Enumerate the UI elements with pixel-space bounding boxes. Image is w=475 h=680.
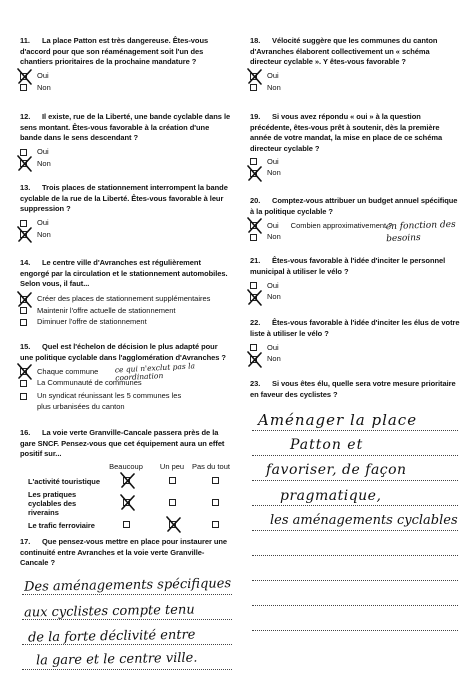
question-11: [20, 36, 232, 94]
option-oui[interactable]: [20, 71, 232, 83]
option-oui[interactable]: [250, 342, 460, 354]
checkbox[interactable]: [250, 222, 257, 229]
amount-label: Combien approximativement ?: [290, 220, 393, 230]
option-label: Non: [267, 232, 281, 241]
checkbox[interactable]: [169, 477, 176, 484]
handwritten-answer-line: de la forte déclivité entre: [27, 627, 196, 646]
row-label: Les pratiques cyclables des riverains: [28, 490, 77, 517]
option-non[interactable]: [20, 158, 232, 170]
handwritten-answer-line: Aménager la place: [258, 411, 418, 429]
question-label: Que pensez-vous mettre en place pour instaurer une continuité entre Avranches et la voie verte Granville-Cancale ?: [20, 537, 228, 567]
answer-line: [252, 555, 458, 556]
option-non[interactable]: [250, 168, 460, 180]
answer-line: [252, 430, 458, 431]
option-label: La Communauté de communes: [37, 378, 142, 387]
question-number: 19.: [250, 112, 261, 121]
checkbox[interactable]: [123, 477, 130, 484]
checkbox[interactable]: [250, 282, 257, 289]
question-label: Si vous êtes élu, quelle sera votre mesure prioritaire en faveur des cyclistes ?: [250, 379, 456, 399]
checkbox[interactable]: [123, 521, 130, 528]
checkbox[interactable]: [212, 477, 219, 484]
question-text: [250, 379, 460, 400]
question-23: [250, 379, 460, 400]
question-label: Quel est l'échelon de décision le plus adapté pour une politique cyclable dans l'agglomération d'Avranches ?: [20, 342, 226, 362]
answer-line: [252, 580, 458, 581]
option-label: Non: [37, 158, 51, 168]
question-16: [20, 428, 232, 460]
checkbox[interactable]: [250, 84, 257, 91]
checkbox[interactable]: [250, 356, 257, 363]
option-label: Oui: [37, 147, 49, 156]
question-label: La voie verte Granville-Cancale passera près de la gare SNCF. Pensez-vous que cet équipement aura un effet positif sur...: [20, 428, 225, 458]
checkbox[interactable]: [250, 158, 257, 165]
option-keep-parking[interactable]: [20, 305, 232, 317]
handwritten-answer-line: aux cyclistes compte tenu: [23, 602, 195, 621]
option-label: Oui: [267, 342, 279, 352]
option-label: Non: [37, 82, 51, 92]
question-number: 15.: [20, 342, 31, 351]
handwritten-cross-mark: [246, 165, 264, 183]
option-non[interactable]: [20, 229, 232, 241]
checkbox[interactable]: [123, 499, 130, 506]
option-label: Oui: [267, 280, 279, 290]
option-oui[interactable]: [250, 280, 460, 292]
option-non[interactable]: [250, 292, 460, 304]
handwritten-answer-line: pragmatique,: [280, 488, 382, 504]
answer-line: [252, 630, 458, 631]
option-non[interactable]: [20, 82, 232, 94]
checkbox[interactable]: [169, 499, 176, 506]
question-text: [20, 428, 232, 460]
answer-line: [252, 505, 458, 506]
option-oui[interactable]: [250, 156, 460, 168]
question-number: 14.: [20, 258, 31, 267]
question-number: 13.: [20, 183, 31, 192]
option-reduce-parking[interactable]: [20, 317, 232, 329]
question-text: [250, 196, 460, 217]
question-number: 23.: [250, 379, 261, 388]
answer-line: [252, 605, 458, 606]
handwritten-cross-mark: [165, 516, 183, 534]
question-number: 11.: [20, 36, 30, 45]
question-number: 21.: [250, 256, 261, 265]
option-label: Non: [267, 354, 281, 363]
question-number: 22.: [250, 318, 261, 327]
grid-row: [28, 472, 238, 490]
answer-line: [22, 669, 232, 670]
question-label: Trois places de stationnement interrompent la bande cyclable de la rue de la Liberté. Êtes-vous favorable à leur suppression ?: [20, 183, 228, 213]
column-header: Pas du tout: [192, 462, 230, 471]
question-text: [20, 183, 232, 215]
handwritten-cross-mark: [16, 226, 34, 244]
question-number: 17.: [20, 537, 31, 546]
checkbox[interactable]: [20, 319, 27, 326]
question-17: [20, 537, 232, 569]
checkbox[interactable]: [20, 73, 27, 80]
checkbox[interactable]: [250, 170, 257, 177]
row-label: L'activité touristique: [28, 476, 100, 486]
question-label: Êtes-vous favorable à l'idée d'inciter le personnel municipal à utiliser le vélo ?: [250, 256, 446, 276]
column-header: Un peu: [159, 462, 185, 471]
question-label: Vélocité suggère que les communes du canton d'Avranches élaborent collectivement un « schéma directeur cyclable ». Y êtes-vous favorable ?: [250, 36, 438, 66]
column-header: Beaucoup: [109, 462, 143, 471]
question-19: [250, 112, 460, 179]
option-label: Chaque commune: [37, 366, 99, 376]
option-oui[interactable]: [250, 71, 460, 83]
option-label: Non: [267, 82, 281, 92]
question-14: [20, 258, 232, 328]
option-label: Oui: [267, 220, 279, 230]
question-22: [250, 318, 460, 365]
checkbox[interactable]: [20, 160, 27, 167]
question-12: [20, 112, 232, 170]
handwritten-answer-line: la gare et le centre ville.: [35, 650, 198, 669]
handwritten-cross-mark: [16, 155, 34, 173]
checkbox[interactable]: [20, 393, 27, 400]
answer-line: [252, 480, 458, 481]
question-number: 18.: [250, 36, 261, 45]
checkbox[interactable]: [250, 344, 257, 351]
option-label: Oui: [267, 71, 279, 80]
question-13: [20, 183, 232, 241]
option-label: Oui: [37, 71, 49, 80]
handwritten-answer-line: Des aménagements spécifiques: [23, 576, 232, 595]
checkbox[interactable]: [250, 294, 257, 301]
checkbox[interactable]: [20, 296, 27, 303]
grid-row: [28, 490, 238, 517]
handwritten-answer-line: les aménagements cyclables: [270, 513, 458, 528]
option-label: Créer des places de stationnement supplémentaires: [37, 294, 211, 303]
question-number: 12.: [20, 112, 31, 121]
checkbox[interactable]: [250, 234, 257, 241]
checkbox[interactable]: [20, 84, 27, 91]
question-label: Le centre ville d'Avranches est régulièrement engorgé par la circulation et le stationnement automobiles. Selon vous, il faut...: [20, 258, 228, 288]
question-text: [250, 112, 460, 154]
option-label: Maintenir l'offre actuelle de stationnement: [37, 305, 176, 315]
option-label: Oui: [267, 156, 279, 166]
answer-line: [252, 455, 458, 456]
grid-row: [28, 517, 238, 533]
question-18: [250, 36, 460, 94]
option-non[interactable]: [250, 354, 460, 366]
question-text: [20, 537, 232, 569]
option-label: Un syndicat réunissant les 5 communes les plus urbanisées du canton: [37, 391, 182, 411]
option-label: Non: [37, 229, 51, 239]
question-text: [20, 258, 232, 290]
question-21: [250, 256, 460, 303]
option-non[interactable]: [250, 82, 460, 94]
question-text: [250, 36, 460, 68]
row-label: Le trafic ferroviaire: [28, 520, 95, 530]
option-oui[interactable]: [20, 147, 232, 159]
handwritten-cross-mark: [246, 351, 264, 369]
question-label: Comptez-vous attribuer un budget annuel spécifique à la politique cyclable ?: [250, 196, 458, 216]
handwritten-cross-mark: [246, 289, 264, 307]
option-label: Non: [267, 168, 281, 177]
question-text: [20, 342, 232, 363]
option-oui[interactable]: [20, 218, 232, 230]
checkbox[interactable]: [20, 368, 27, 375]
checkbox[interactable]: [250, 73, 257, 80]
handwritten-cross-mark: [119, 472, 137, 490]
checkbox[interactable]: [20, 149, 27, 156]
question-number: 20.: [250, 196, 261, 205]
checkbox[interactable]: [20, 220, 27, 227]
question-label: La place Patton est très dangereuse. Êtes-vous d'accord pour que son réaménagement soit l'un des chantiers prioritaires de la prochaine mandature ?: [20, 36, 209, 66]
question-text: [250, 256, 460, 277]
handwritten-cross-mark: [119, 494, 137, 512]
checkbox[interactable]: [20, 307, 27, 314]
question-text: [20, 36, 232, 68]
checkbox[interactable]: [212, 499, 219, 506]
question-label: Êtes-vous favorable à l'idée d'inciter les élus de votre liste à utiliser le vélo ?: [250, 318, 460, 338]
question-number: 16.: [20, 428, 31, 437]
option-syndicate[interactable]: [20, 391, 232, 412]
option-create-parking[interactable]: [20, 294, 232, 306]
handwritten-answer-line: favoriser, de façon: [266, 462, 407, 478]
rating-grid: [28, 461, 238, 533]
handwritten-note-q15: ce qui n'exclut pas la coordination: [114, 361, 196, 383]
question-text: [250, 318, 460, 339]
question-label: Si vous avez répondu « oui » à la question précédente, êtes-vous prêt à soutenir, dès la première année de votre mandat, la mise en place de ce schéma directeur cyclable ?: [250, 112, 443, 153]
answer-line: [252, 530, 458, 531]
handwritten-budget-answer: en fonction des besoins: [385, 219, 456, 245]
option-label: Diminuer l'offre de stationnement: [37, 317, 147, 326]
checkbox[interactable]: [212, 521, 219, 528]
checkbox[interactable]: [169, 521, 176, 528]
handwritten-answer-line: Patton et: [290, 437, 364, 453]
option-label: Oui: [37, 218, 49, 227]
checkbox[interactable]: [20, 380, 27, 387]
option-label: Non: [267, 292, 281, 301]
checkbox[interactable]: [20, 231, 27, 238]
question-label: Il existe, rue de la Liberté, une bande cyclable dans le sens montant. Êtes-vous favorable à la création d'une bande dans le sens descendant ?: [20, 112, 231, 142]
question-text: [20, 112, 232, 144]
